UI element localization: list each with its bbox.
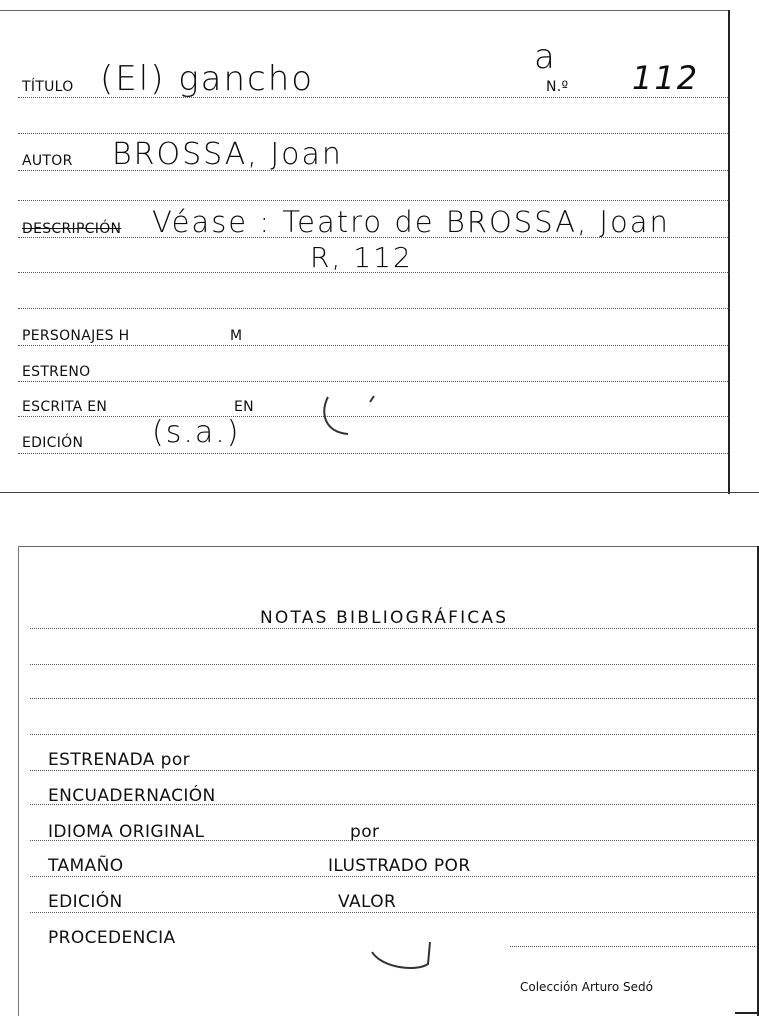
numero-value: 112: [632, 59, 700, 97]
rule: [18, 200, 730, 201]
encuadernacion-label: ENCUADERNACIÓN: [48, 786, 216, 806]
estreno-label: ESTRENO: [22, 364, 91, 380]
card-right-edge: [728, 10, 730, 494]
idioma-label: IDIOMA ORIGINAL: [48, 822, 205, 842]
ilustrado-label: ILUSTRADO POR: [328, 856, 471, 876]
personajes-label: PERSONAJES H: [22, 328, 130, 344]
card-bottom-edge: [0, 492, 759, 493]
procedencia-label: PROCEDENCIA: [48, 928, 176, 948]
numero-prefix: a: [534, 37, 557, 77]
rule: [18, 133, 730, 134]
procedencia-rule: [510, 946, 755, 947]
edicion-label: EDICIÓN: [22, 435, 84, 451]
valor-label: VALOR: [338, 892, 397, 912]
stamp-mark: [318, 392, 388, 442]
edicion-label: EDICIÓN: [48, 892, 123, 912]
autor-label: AUTOR: [22, 153, 73, 169]
catalog-card-back: [0, 540, 759, 1028]
personajes-m-label: M: [230, 328, 243, 344]
descripcion-label: DESCRIPCIÓN: [22, 221, 122, 237]
stamp-mark: [368, 938, 438, 978]
notas-title: NOTAS BIBLIOGRÁFICAS: [260, 608, 509, 628]
notas-rule: [30, 698, 755, 699]
personajes-rule: [18, 345, 730, 346]
titulo-label: TÍTULO: [22, 79, 74, 95]
tamano-label: TAMAÑO: [48, 856, 124, 876]
notas-rule: [30, 734, 755, 735]
edicion-value: (s.a.): [152, 415, 241, 450]
edicion-rule: [18, 453, 730, 454]
tamano-rule: [30, 876, 755, 877]
card-left-edge: [18, 546, 19, 1016]
notas-rule: [30, 628, 755, 629]
autor-value: BROSSA, Joan: [112, 137, 343, 172]
collection-footer: Colección Arturo Sedó: [520, 980, 653, 994]
descripcion-value: Véase : Teatro de BROSSA, Joan: [152, 205, 670, 239]
card-top-edge: [18, 546, 759, 547]
estrenada-rule: [30, 770, 755, 771]
numero-label: N.º: [546, 79, 569, 95]
card-top-edge: [0, 10, 728, 11]
escrita-label: ESCRITA EN: [22, 399, 108, 415]
edicion-rule: [30, 912, 755, 913]
card-corner-edge: [735, 1012, 759, 1014]
descripcion-value-line-2: R, 112: [310, 241, 413, 274]
estrenada-label: ESTRENADA por: [48, 750, 191, 770]
idioma-por-label: por: [350, 822, 380, 842]
notas-rule: [30, 664, 755, 665]
estreno-rule: [18, 381, 730, 382]
titulo-value: (El) gancho: [100, 59, 315, 99]
escrita-en-label: EN: [234, 399, 254, 415]
catalog-card-front: [0, 0, 759, 494]
rule: [18, 308, 730, 309]
